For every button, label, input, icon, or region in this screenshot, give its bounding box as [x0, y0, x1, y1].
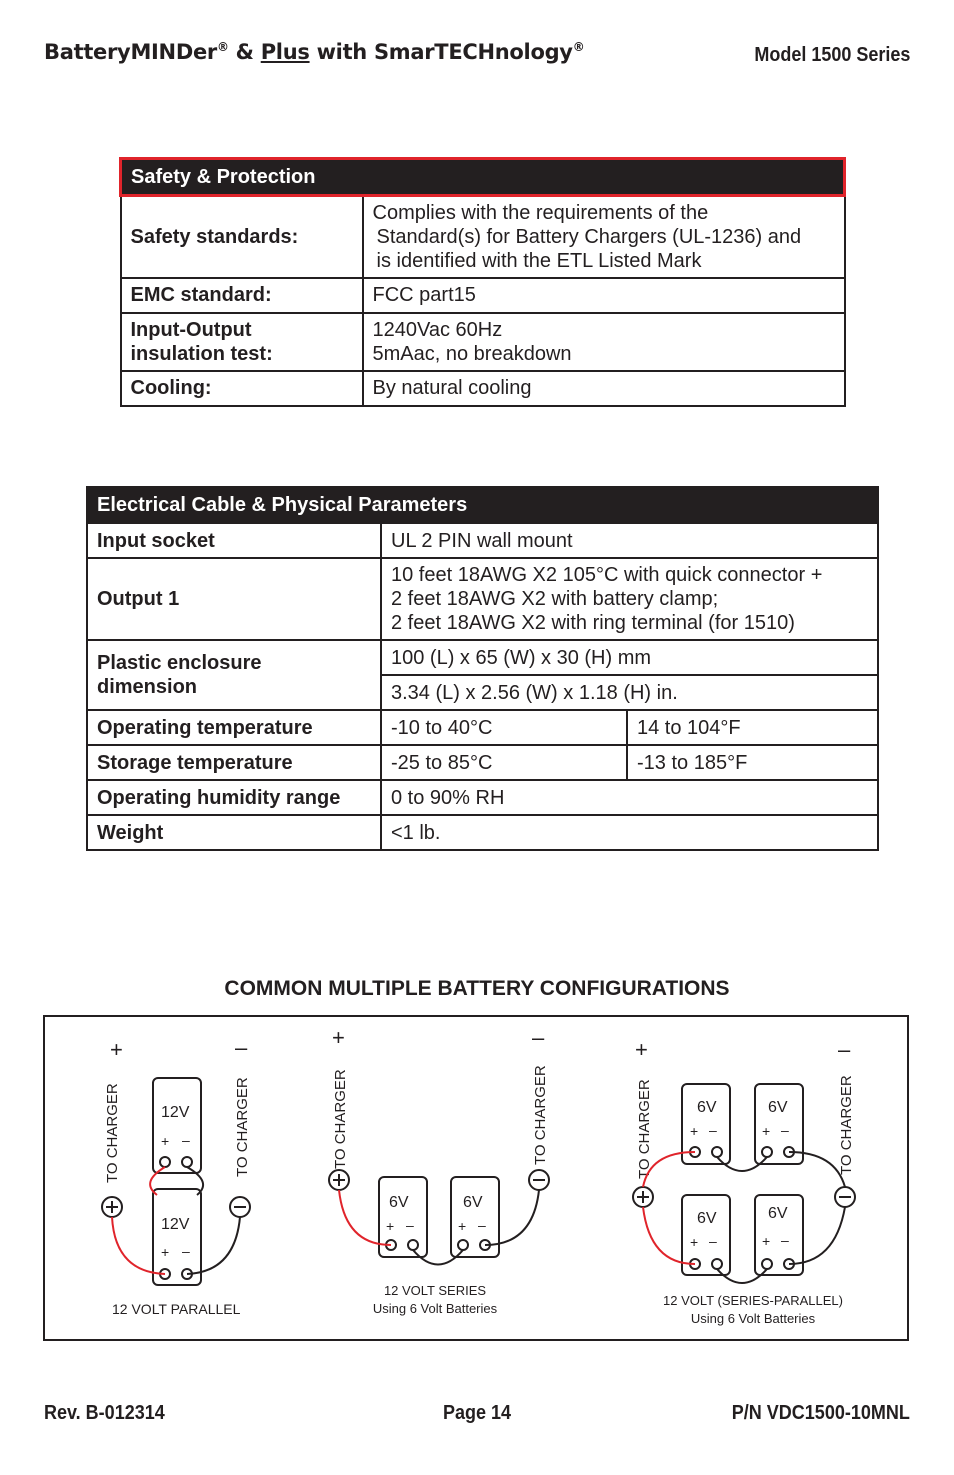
battery-voltage: 6V — [389, 1194, 409, 1211]
terminal-post — [712, 1147, 722, 1157]
part-number: P/N VDC1500-10MNL — [731, 1402, 910, 1424]
terminal-minus: – — [406, 1217, 414, 1233]
brand-amp: & — [228, 40, 261, 64]
to-charger-label: TO CHARGER — [838, 1075, 855, 1175]
parallel-configuration — [102, 1035, 251, 1317]
to-charger-label: TO CHARGER — [532, 1065, 549, 1165]
row-value: Complies with the requirements of the Standard(s) for Battery Chargers (UL-1236) and is identified with the ETL Listed Mark — [363, 196, 845, 278]
plus-icon — [637, 1191, 649, 1203]
black-wire — [413, 1250, 463, 1265]
row-label: EMC standard: — [121, 278, 363, 313]
plus-icon — [106, 1201, 118, 1213]
terminal-post — [762, 1147, 772, 1157]
black-wire — [789, 1207, 845, 1264]
minus-sign: – — [532, 1025, 545, 1050]
terminal-plus: + — [690, 1234, 699, 1250]
series-configuration — [329, 1025, 549, 1316]
row-label: Storage temperature — [87, 745, 381, 780]
battery-voltage: 6V — [697, 1210, 717, 1227]
red-wire — [112, 1217, 165, 1274]
row-value-fahrenheit: 14 to 104°F — [627, 710, 878, 745]
to-charger-label: TO CHARGER — [104, 1083, 121, 1183]
table-title: Electrical Cable & Physical Parameters — [87, 487, 878, 523]
row-label: Input-Output insulation test: — [121, 313, 363, 371]
plus-sign: + — [332, 1025, 345, 1050]
section-title: COMMON MULTIPLE BATTERY CONFIGURATIONS — [224, 977, 730, 1000]
series-parallel-configuration — [633, 1037, 855, 1326]
terminal-plus: + — [690, 1123, 699, 1139]
row-label: Operating humidity range — [87, 780, 381, 815]
plus-sign: + — [110, 1037, 123, 1062]
config-caption: 12 VOLT (SERIES-PARALLEL) — [663, 1293, 843, 1308]
terminal-minus: – — [781, 1122, 789, 1138]
black-wire — [485, 1190, 539, 1245]
minus-sign: – — [838, 1037, 851, 1062]
config-caption: 12 VOLT PARALLEL — [112, 1301, 241, 1317]
table-title: Safety & Protection — [121, 159, 845, 196]
battery-configurations-diagram — [43, 1015, 909, 1341]
terminal-minus: – — [781, 1232, 789, 1248]
battery-voltage: 6V — [463, 1194, 483, 1211]
row-value: 3.34 (L) x 2.56 (W) x 1.18 (H) in. — [381, 675, 878, 710]
config-caption: Using 6 Volt Batteries — [690, 1311, 816, 1326]
model-series: Model 1500 Series — [753, 44, 910, 66]
row-value: FCC part15 — [363, 278, 845, 313]
row-value-celsius: -25 to 85°C — [381, 745, 627, 780]
terminal-post — [458, 1240, 468, 1250]
terminal-plus: + — [161, 1133, 170, 1149]
row-value: <1 lb. — [381, 815, 878, 850]
terminal-post — [182, 1157, 192, 1167]
red-wire — [150, 1167, 165, 1195]
config-caption: Using 6 Volt Batteries — [372, 1301, 498, 1316]
black-wire — [717, 1269, 767, 1283]
terminal-post — [408, 1240, 418, 1250]
plus-sign: + — [635, 1037, 648, 1062]
row-value: 10 feet 18AWG X2 105°C with quick connector + 2 feet 18AWG X2 with battery clamp; 2 feet 18AWG X2 with ring terminal (for 1510) — [381, 558, 878, 640]
row-label: Input socket — [87, 523, 381, 558]
to-charger-label: TO CHARGER — [234, 1077, 251, 1177]
row-label: Safety standards: — [121, 196, 363, 278]
red-wire — [339, 1190, 391, 1245]
row-value: UL 2 PIN wall mount — [381, 523, 878, 558]
terminal-plus: + — [458, 1218, 467, 1234]
row-value: 100 (L) x 65 (W) x 30 (H) mm — [381, 640, 878, 675]
row-value: By natural cooling — [363, 371, 845, 406]
safety-protection-table — [119, 157, 846, 407]
red-wire — [643, 1207, 695, 1264]
row-value: 1240Vac 60Hz 5mAac, no breakdown — [363, 313, 845, 371]
battery-voltage: 6V — [697, 1099, 717, 1116]
black-wire — [717, 1157, 767, 1171]
battery-voltage: 6V — [768, 1205, 788, 1222]
minus-sign: – — [235, 1035, 248, 1060]
terminal-post — [762, 1259, 772, 1269]
row-value-celsius: -10 to 40°C — [381, 710, 627, 745]
brand-title — [44, 40, 584, 64]
battery-voltage: 12V — [161, 1104, 190, 1121]
terminal-minus: – — [182, 1243, 190, 1259]
row-label: Output 1 — [87, 558, 381, 640]
page-number: Page 14 — [442, 1402, 512, 1424]
terminal-post — [160, 1157, 170, 1167]
row-label: Operating temperature — [87, 710, 381, 745]
registered-mark-2: ® — [572, 40, 585, 54]
to-charger-label: TO CHARGER — [636, 1079, 653, 1179]
to-charger-label: TO CHARGER — [332, 1069, 349, 1169]
brand-plus: Plus — [260, 40, 310, 64]
revision-number: Rev. B-012314 — [44, 1402, 165, 1424]
brand-tech: with SmarTECHnology — [309, 40, 573, 64]
terminal-minus: – — [709, 1122, 717, 1138]
terminal-plus: + — [762, 1233, 771, 1249]
registered-mark: ® — [216, 40, 229, 54]
black-wire — [187, 1217, 240, 1274]
black-wire — [789, 1152, 845, 1187]
row-label: Weight — [87, 815, 381, 850]
terminal-minus: – — [182, 1132, 190, 1148]
terminal-plus: + — [762, 1123, 771, 1139]
cable-physical-table — [86, 486, 879, 851]
row-label: Plastic enclosure dimension — [87, 640, 381, 710]
terminal-post — [712, 1259, 722, 1269]
row-value-fahrenheit: -13 to 185°F — [627, 745, 878, 780]
brand-name: BatteryMINDer — [44, 40, 217, 64]
config-caption: 12 VOLT SERIES — [383, 1283, 487, 1298]
battery-voltage: 6V — [768, 1099, 788, 1116]
terminal-plus: + — [161, 1244, 170, 1260]
terminal-plus: + — [386, 1218, 395, 1234]
row-label: Cooling: — [121, 371, 363, 406]
battery-voltage: 12V — [161, 1216, 190, 1233]
row-value: 0 to 90% RH — [381, 780, 878, 815]
terminal-minus: – — [709, 1233, 717, 1249]
terminal-minus: – — [478, 1217, 486, 1233]
plus-icon — [333, 1174, 345, 1186]
